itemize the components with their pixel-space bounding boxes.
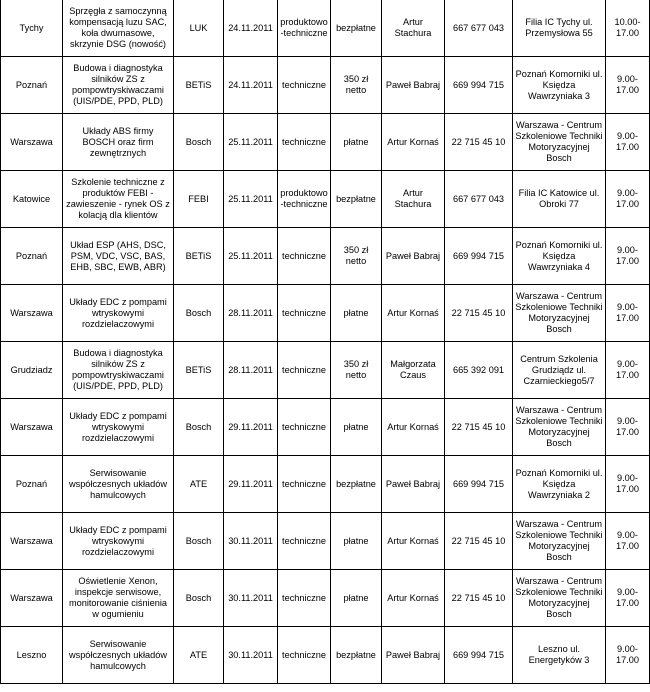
location-cell: Filia IC Katowice ul. Obroki 77 xyxy=(513,171,606,228)
contact-cell: Artur Kornaś xyxy=(382,513,445,570)
city-cell: Poznań xyxy=(1,57,63,114)
table-row xyxy=(1,513,650,570)
type-cell: techniczne xyxy=(278,228,331,285)
location-cell: Warszawa - Centrum Szkoleniowe Techniki Motoryzacyjnej Bosch xyxy=(513,399,606,456)
hours-cell: 9.00-17.00 xyxy=(606,114,650,171)
topic-cell: Układy EDC z pompami wtryskowymi rozdzielaczowymi xyxy=(63,285,174,342)
table-body xyxy=(1,0,650,684)
city-cell: Leszno xyxy=(1,627,63,684)
price-cell: płatne xyxy=(331,114,382,171)
topic-cell: Oświetlenie Xenon, inspekcje serwisowe, monitorowanie ciśnienia w ogumieniu xyxy=(63,570,174,627)
topic-cell: Szkolenie techniczne z produktów FEBI - zawieszenie - rynek OS z kolacją dla klientów xyxy=(63,171,174,228)
location-cell: Warszawa - Centrum Szkoleniowe Techniki Motoryzacyjnej Bosch xyxy=(513,513,606,570)
table-row xyxy=(1,114,650,171)
table-row xyxy=(1,171,650,228)
location-cell: Centrum Szkolenia Grudziądz ul. Czarnieckiego5/7 xyxy=(513,342,606,399)
table-row xyxy=(1,342,650,399)
city-cell: Warszawa xyxy=(1,399,63,456)
type-cell: produktowo-techniczne xyxy=(278,0,331,57)
table-row xyxy=(1,399,650,456)
type-cell: techniczne xyxy=(278,285,331,342)
contact-cell: Artur Kornaś xyxy=(382,285,445,342)
phone-cell: 667 677 043 xyxy=(445,0,513,57)
price-cell: płatne xyxy=(331,285,382,342)
date-cell: 25.11.2011 xyxy=(224,171,278,228)
table-row xyxy=(1,627,650,684)
hours-cell: 9.00-17.00 xyxy=(606,57,650,114)
price-cell: płatne xyxy=(331,570,382,627)
brand-cell: FEBI xyxy=(174,171,224,228)
price-cell: 350 zł netto xyxy=(331,342,382,399)
date-cell: 25.11.2011 xyxy=(224,114,278,171)
table-row xyxy=(1,228,650,285)
location-cell: Poznań Komorniki ul. Księdza Wawrzyniaka 3 xyxy=(513,57,606,114)
contact-cell: Artur Stachura xyxy=(382,171,445,228)
contact-cell: Artur Kornaś xyxy=(382,399,445,456)
type-cell: techniczne xyxy=(278,114,331,171)
phone-cell: 22 715 45 10 xyxy=(445,285,513,342)
price-cell: płatne xyxy=(331,513,382,570)
price-cell: bezpłatne xyxy=(331,171,382,228)
type-cell: techniczne xyxy=(278,627,331,684)
hours-cell: 9.00-17.00 xyxy=(606,228,650,285)
hours-cell: 9.00-17.00 xyxy=(606,285,650,342)
hours-cell: 9.00-17.00 xyxy=(606,399,650,456)
type-cell: produktowo-techniczne xyxy=(278,171,331,228)
date-cell: 25.11.2011 xyxy=(224,228,278,285)
date-cell: 29.11.2011 xyxy=(224,399,278,456)
phone-cell: 22 715 45 10 xyxy=(445,399,513,456)
table-row xyxy=(1,285,650,342)
date-cell: 30.11.2011 xyxy=(224,627,278,684)
price-cell: bezpłatne xyxy=(331,627,382,684)
phone-cell: 669 994 715 xyxy=(445,627,513,684)
city-cell: Warszawa xyxy=(1,285,63,342)
brand-cell: ATE xyxy=(174,627,224,684)
phone-cell: 669 994 715 xyxy=(445,228,513,285)
city-cell: Tychy xyxy=(1,0,63,57)
topic-cell: Układ ESP (AHS, DSC, PSM, VDC, VSC, BAS, EHB, SBC, EWB, ABR) xyxy=(63,228,174,285)
table-row xyxy=(1,57,650,114)
brand-cell: Bosch xyxy=(174,114,224,171)
brand-cell: ATE xyxy=(174,456,224,513)
topic-cell: Budowa i diagnostyka silników ZS z pompowtryskiwaczami (UIS/PDE, PPD, PLD) xyxy=(63,57,174,114)
location-cell: Warszawa - Centrum Szkoleniowe Techniki Motoryzacyjnej Bosch xyxy=(513,285,606,342)
contact-cell: Artur Kornaś xyxy=(382,114,445,171)
contact-cell: Paweł Babraj xyxy=(382,456,445,513)
location-cell: Leszno ul. Energetyków 3 xyxy=(513,627,606,684)
price-cell: 350 zł netto xyxy=(331,228,382,285)
topic-cell: Układy ABS firmy BOSCH oraz firm zewnętrznych xyxy=(63,114,174,171)
phone-cell: 667 677 043 xyxy=(445,171,513,228)
contact-cell: Artur Kornaś xyxy=(382,570,445,627)
contact-cell: Paweł Babraj xyxy=(382,228,445,285)
contact-cell: Małgorzata Czaus xyxy=(382,342,445,399)
hours-cell: 9.00-17.00 xyxy=(606,513,650,570)
brand-cell: Bosch xyxy=(174,570,224,627)
hours-cell: 10.00-17.00 xyxy=(606,0,650,57)
type-cell: techniczne xyxy=(278,570,331,627)
city-cell: Warszawa xyxy=(1,570,63,627)
price-cell: bezpłatne xyxy=(331,0,382,57)
topic-cell: Budowa i diagnostyka silników ZS z pompowtryskiwaczami (UIS/PDE, PPD, PLD) xyxy=(63,342,174,399)
city-cell: Warszawa xyxy=(1,114,63,171)
date-cell: 30.11.2011 xyxy=(224,570,278,627)
type-cell: techniczne xyxy=(278,57,331,114)
type-cell: techniczne xyxy=(278,342,331,399)
contact-cell: Artur Stachura xyxy=(382,0,445,57)
type-cell: techniczne xyxy=(278,399,331,456)
city-cell: Poznań xyxy=(1,228,63,285)
city-cell: Poznań xyxy=(1,456,63,513)
contact-cell: Paweł Babraj xyxy=(382,57,445,114)
brand-cell: Bosch xyxy=(174,285,224,342)
price-cell: płatne xyxy=(331,399,382,456)
table-row xyxy=(1,570,650,627)
date-cell: 28.11.2011 xyxy=(224,342,278,399)
brand-cell: BETiS xyxy=(174,228,224,285)
city-cell: Katowice xyxy=(1,171,63,228)
hours-cell: 9.00-17.00 xyxy=(606,171,650,228)
phone-cell: 22 715 45 10 xyxy=(445,114,513,171)
brand-cell: BETiS xyxy=(174,57,224,114)
price-cell: bezpłatne xyxy=(331,456,382,513)
date-cell: 24.11.2011 xyxy=(224,57,278,114)
phone-cell: 22 715 45 10 xyxy=(445,513,513,570)
table-row xyxy=(1,0,650,57)
location-cell: Poznań Komorniki ul. Księdza Wawrzyniaka 4 xyxy=(513,228,606,285)
brand-cell: LUK xyxy=(174,0,224,57)
topic-cell: Serwisowanie współczesnych układów hamulcowych xyxy=(63,456,174,513)
type-cell: techniczne xyxy=(278,456,331,513)
brand-cell: Bosch xyxy=(174,513,224,570)
table-row xyxy=(1,456,650,513)
hours-cell: 9.00-17.00 xyxy=(606,570,650,627)
brand-cell: Bosch xyxy=(174,399,224,456)
location-cell: Warszawa - Centrum Szkoleniowe Techniki Motoryzacyjnej Bosch xyxy=(513,570,606,627)
hours-cell: 9.00-17.00 xyxy=(606,342,650,399)
date-cell: 28.11.2011 xyxy=(224,285,278,342)
phone-cell: 669 994 715 xyxy=(445,57,513,114)
contact-cell: Paweł Babraj xyxy=(382,627,445,684)
brand-cell: BETiS xyxy=(174,342,224,399)
topic-cell: Układy EDC z pompami wtryskowymi rozdzielaczowymi xyxy=(63,513,174,570)
date-cell: 24.11.2011 xyxy=(224,0,278,57)
hours-cell: 9.00-17.00 xyxy=(606,456,650,513)
price-cell: 350 zł netto xyxy=(331,57,382,114)
hours-cell: 9.00-17.00 xyxy=(606,627,650,684)
location-cell: Warszawa - Centrum Szkoleniowe Techniki Motoryzacyjnej Bosch xyxy=(513,114,606,171)
phone-cell: 665 392 091 xyxy=(445,342,513,399)
location-cell: Filia IC Tychy ul. Przemysłowa 55 xyxy=(513,0,606,57)
city-cell: Warszawa xyxy=(1,513,63,570)
topic-cell: Układy EDC z pompami wtryskowymi rozdzielaczowymi xyxy=(63,399,174,456)
date-cell: 30.11.2011 xyxy=(224,513,278,570)
topic-cell: Sprzęgła z samoczynną kompensacją luzu SAC, koła dwumasowe, skrzynie DSG (nowość) xyxy=(63,0,174,57)
city-cell: Grudziadz xyxy=(1,342,63,399)
topic-cell: Serwisowanie współczesnych układów hamulcowych xyxy=(63,627,174,684)
location-cell: Poznań Komorniki ul. Księdza Wawrzyniaka 2 xyxy=(513,456,606,513)
date-cell: 29.11.2011 xyxy=(224,456,278,513)
type-cell: techniczne xyxy=(278,513,331,570)
phone-cell: 22 715 45 10 xyxy=(445,570,513,627)
phone-cell: 669 994 715 xyxy=(445,456,513,513)
